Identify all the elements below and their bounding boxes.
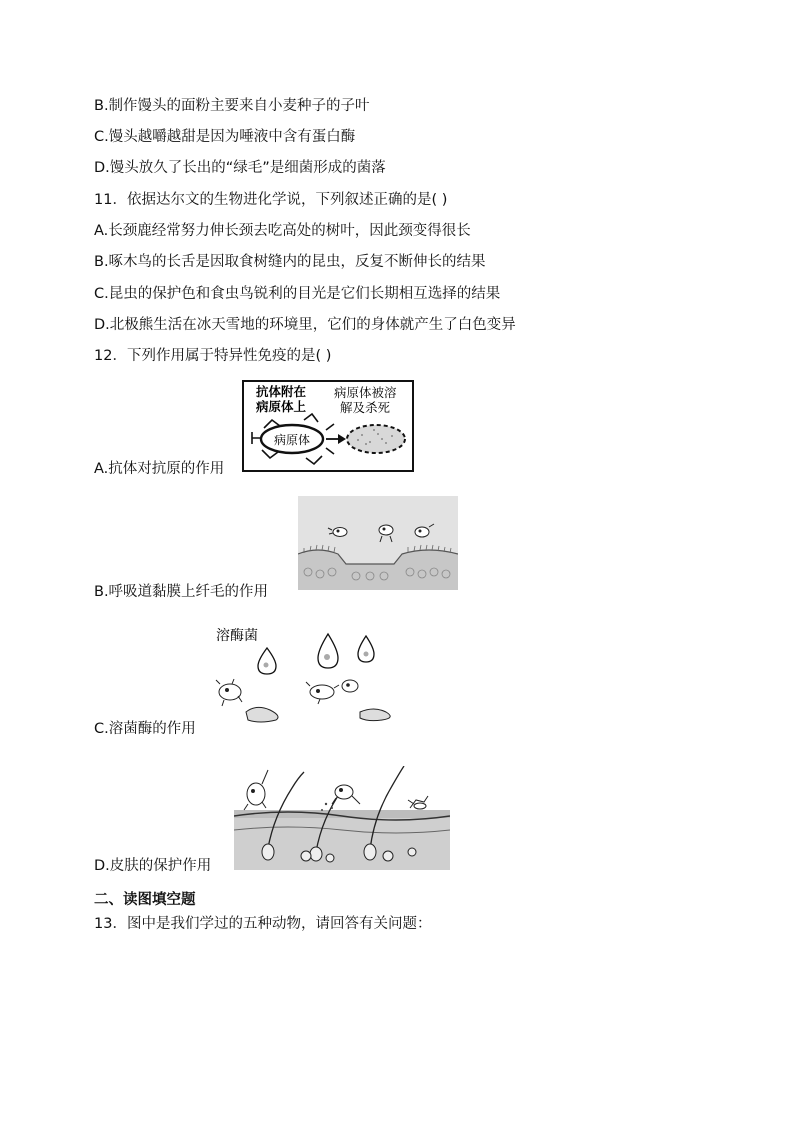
q12-stem: 12．下列作用属于特异性免疫的是( ) <box>94 348 332 364</box>
label-antibody-1: 抗体附在 <box>256 384 307 399</box>
figure-lysozyme <box>210 624 406 730</box>
q11-option-a: A.长颈鹿经常努力伸长颈去吃高处的树叶，因此颈变得很长 <box>94 223 471 239</box>
label-pathogen: 病原体 <box>273 433 311 447</box>
q12-option-c: C.溶菌酶的作用 <box>94 721 196 737</box>
label-antibody-2: 病原体上 <box>256 399 307 414</box>
figure-skin-protection <box>234 766 450 870</box>
section-heading-2: 二、读图填空题 <box>94 892 196 908</box>
q11-option-c: C.昆虫的保护色和食虫鸟锐利的目光是它们长期相互选择的结果 <box>94 286 501 302</box>
q11-option-b: B.啄木鸟的长舌是因取食树缝内的昆虫，反复不断伸长的结果 <box>94 254 486 270</box>
q12-option-a: A.抗体对抗原的作用 <box>94 461 225 477</box>
label-result-2: 解及杀死 <box>340 400 391 415</box>
q12-option-b: B.呼吸道黏膜上纤毛的作用 <box>94 584 269 600</box>
label-result-1: 病原体被溶 <box>334 385 397 400</box>
figure-antibody-antigen <box>242 380 414 472</box>
q10-option-c: C.馒头越嚼越甜是因为唾液中含有蛋白酶 <box>94 129 356 145</box>
q13-stem: 13．图中是我们学过的五种动物，请回答有关问题： <box>94 916 432 932</box>
q10-option-d: D.馒头放久了长出的“绿毛”是细菌形成的菌落 <box>94 160 386 176</box>
label-lysozyme: 溶酶菌 <box>216 628 258 644</box>
figure-respiratory-cilia <box>298 496 458 590</box>
q11-stem: 11．依据达尔文的生物进化学说，下列叙述正确的是( ) <box>94 192 448 208</box>
q11-option-d: D.北极熊生活在冰天雪地的环境里，它们的身体就产生了白色变异 <box>94 317 516 333</box>
q10-option-b: B.制作馒头的面粉主要来自小麦种子的子叶 <box>94 98 370 114</box>
q12-option-d: D.皮肤的保护作用 <box>94 858 212 874</box>
